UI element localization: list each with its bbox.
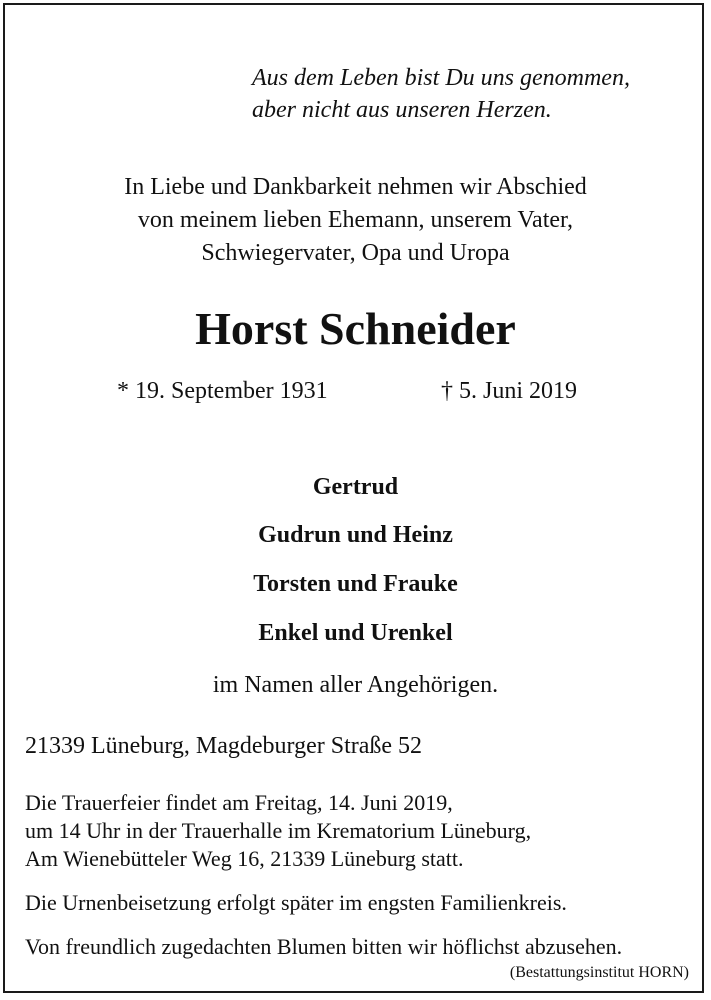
ceremony-line-2: um 14 Uhr in der Trauerhalle im Krematorium Lüneburg, [25, 818, 532, 843]
family-address: 21339 Lüneburg, Magdeburger Straße 52 [25, 733, 423, 759]
flowers-note: Von freundlich zugedachten Blumen bitten wir höflichst abzusehen. [25, 934, 623, 959]
mourner-1: Gertrud [312, 474, 399, 500]
birth-date: * 19. September 1931 [117, 378, 328, 404]
quote-line-1: Aus dem Leben bist Du uns genommen, [252, 65, 630, 91]
on-behalf-text: im Namen aller Angehörigen. [212, 672, 499, 698]
death-date: † 5. Juni 2019 [441, 378, 578, 404]
mourner-4: Enkel und Urenkel [258, 620, 453, 646]
funeral-home-credit: (Bestattungsinstitut HORN) [509, 964, 689, 981]
intro-line-1: In Liebe und Dankbarkeit nehmen wir Abschied [124, 174, 587, 200]
mourner-3: Torsten und Frauke [253, 571, 458, 597]
deceased-name: Horst Schneider [195, 303, 516, 354]
intro-line-2: von meinem lieben Ehemann, unserem Vater, [137, 207, 574, 233]
quote-line-2: aber nicht aus unseren Herzen. [252, 97, 552, 123]
burial-note: Die Urnenbeisetzung erfolgt später im engsten Familienkreis. [25, 890, 567, 915]
ceremony-line-3: Am Wienebütteler Weg 16, 21339 Lüneburg statt. [25, 846, 464, 871]
mourner-2: Gudrun und Heinz [258, 522, 453, 548]
intro-line-3: Schwiegervater, Opa und Uropa [201, 240, 510, 266]
ceremony-line-1: Die Trauerfeier findet am Freitag, 14. Juni 2019, [25, 790, 453, 815]
